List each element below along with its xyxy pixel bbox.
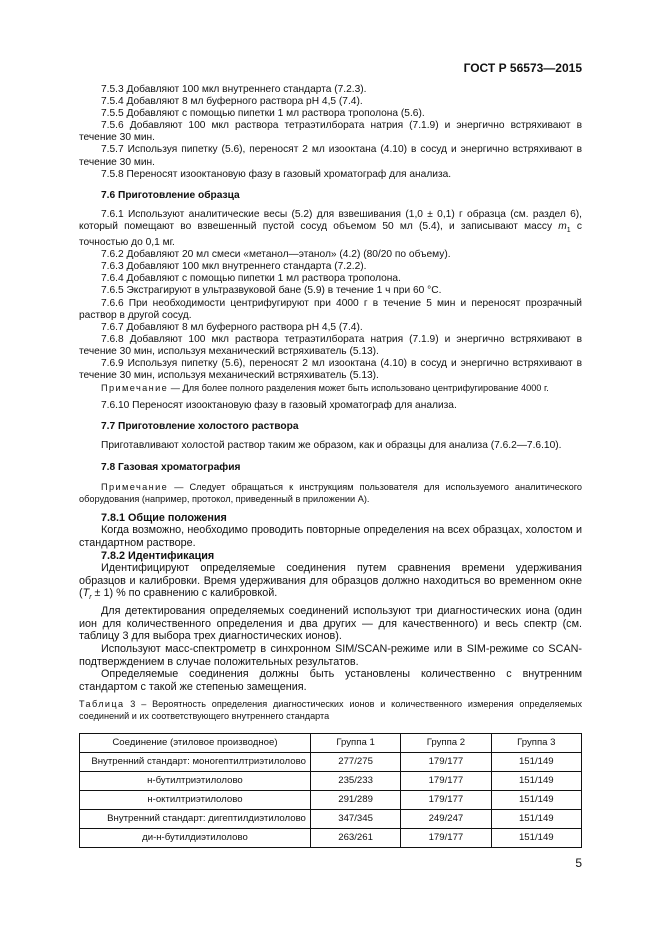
clause-7-6-10: 7.6.10 Переносят изооктановую фазу в газовый хроматограф для анализа.: [101, 400, 457, 412]
table-cell-group-3: 151/149: [491, 791, 581, 810]
clause-7-5-4: 7.5.4 Добавляют 8 мл буферного раствора pH 4,5 (7.4).: [101, 96, 363, 108]
clause-7-6-7: 7.6.7 Добавляют 8 мл буферного раствора pH 4,5 (7.4).: [101, 321, 363, 333]
column-header-group-2: Группа 2: [401, 734, 491, 753]
clause-7-5-7: 7.5.7 Используя пипетку (5.6), переносят 2 мл изооктана (4.10) в сосуд и энергично встряхивают в течение 30 мин.: [79, 144, 582, 168]
column-header-group-3: Группа 3: [491, 734, 581, 753]
paragraph-7-7: Приготавливают холостой раствор таким же образом, как и образцы для анализа (7.6.2—7.6.10).: [101, 440, 562, 452]
page-content: [79, 84, 582, 848]
table-cell-group-2: 179/177: [401, 791, 491, 810]
note-instructions: Примечание — Следует обращаться к инструкциям пользователя для используемого аналитического оборудования (например, протокол, приведенный в приложении А).: [79, 481, 582, 504]
clause-7-5-3: 7.5.3 Добавляют 100 мкл внутреннего стандарта (7.2.3).: [101, 84, 367, 95]
heading-7-8: 7.8 Газовая хроматография: [101, 461, 241, 473]
note-centrifuge: Примечание — Для более полного разделения может быть использовано центрифугирование 4000 г.: [101, 383, 549, 394]
clause-7-5-5: 7.5.5 Добавляют с помощью пипетки 1 мл раствора трополона (5.6).: [101, 108, 425, 120]
clause-7-6-2: 7.6.2 Добавляют 20 мл смеси «метанол—этанол» (4.2) (80/20 по объему).: [101, 249, 451, 261]
table-cell-group-2: 179/177: [401, 772, 491, 791]
clause-7-6-9: 7.6.9 Используя пипетку (5.6), переносят 2 мл изооктана (4.10) в сосуд и энергично встряхивают в течение 30 мин, используя механический встряхиватель (5.13).: [79, 358, 582, 382]
clause-7-6-1: 7.6.1 Используют аналитические весы (5.2) для взвешивания (1,0 ± 0,1) г образца (см. раздел 6), который помещают во взвешенный пустой сосуд объемом 50 мл (5.4), и записывают массу $m_1$ с точностью до 0,1 мг.: [79, 208, 582, 249]
standard-number: ГОСТ Р 56573—2015: [463, 61, 582, 75]
paragraph-7-8-2-ions: Для детектирования определяемых соединений используют три диагностических иона (один ион для количественного определения и два других — для качественного) и весь спектр (см. таблицу 3 для выбора трех диагностических ионов).: [79, 605, 582, 643]
table-cell-group-2: 249/247: [401, 810, 491, 829]
heading-7-7: 7.7 Приготовление холостого раствора: [101, 421, 299, 433]
table-cell-compound: н-бутилтриэтилолово: [80, 772, 311, 791]
section-7-8-1: [79, 512, 582, 693]
clause-7-5-6: 7.5.6 Добавляют 100 мкл раствора тетраэтилбората натрия (7.1.9) и энергично встряхивают в течение 30 мин.: [79, 120, 582, 144]
page-number: 5: [575, 856, 582, 870]
table-cell-group-1: 277/275: [310, 753, 400, 772]
table-cell-group-2: 179/177: [401, 753, 491, 772]
paragraph-7-8-1: Когда возможно, необходимо проводить повторные определения на всех образцах, холостом и стандартном растворе.: [79, 524, 582, 550]
clause-7-5-8: 7.5.8 Переносят изооктановую фазу в газовый хроматограф для анализа.: [101, 168, 452, 180]
clause-7-6-3: 7.6.3 Добавляют 100 мкл внутреннего стандарта (7.2.2).: [101, 261, 367, 273]
clause-7-6-4: 7.6.4 Добавляют с помощью пипетки 1 мл раствора трополона.: [101, 273, 401, 285]
table-cell-group-1: 263/261: [310, 829, 400, 848]
table-cell-group-3: 151/149: [491, 829, 581, 848]
table-cell-compound: Внутренний стандарт: дигептилдиэтилолово: [80, 810, 311, 829]
table-cell-group-2: 179/177: [401, 829, 491, 848]
heading-7-6: 7.6 Приготовление образца: [101, 189, 240, 201]
column-header-compound: Соединение (этиловое производное): [80, 734, 311, 753]
clause-7-6-6: 7.6.6 При необходимости центрифугируют при 4000 г в течение 5 мин и переносят прозрачный раствор в другой сосуд.: [79, 297, 582, 321]
table-row: [80, 791, 582, 810]
table-cell-group-1: 347/345: [310, 810, 400, 829]
paragraph-7-8-2-ms: Используют масс-спектрометр в синхронном SIM/SCAN-режиме или в SIM-режиме со SCAN-подтверждением в случае положительных результатов.: [79, 642, 582, 668]
clause-7-6-8: 7.6.8 Добавляют 100 мкл раствора тетраэтилбората натрия (7.1.9) и энергично встряхивают в течение 30 мин, используя механический встряхиватель (5.13).: [79, 333, 582, 357]
table-cell-group-3: 151/149: [491, 810, 581, 829]
clause-7-6-5: 7.6.5 Экстрагируют в ультразвуковой бане (5.9) в течение 1 ч при 60 °С.: [101, 285, 442, 297]
table-row: [80, 829, 582, 848]
table-3-caption: Таблица 3 – Вероятность определения диагностических ионов и количественного измерения определяемых соединений и их соответствующего внутреннего стандарта: [79, 699, 582, 721]
column-header-group-1: Группа 1: [310, 734, 400, 753]
table-3: [79, 733, 582, 848]
table-cell-group-3: 151/149: [491, 753, 581, 772]
table-row: [80, 753, 582, 772]
table-cell-compound: Внутренний стандарт: моногептилтриэтилолово: [80, 753, 311, 772]
table-row: [80, 772, 582, 791]
heading-7-8-2: 7.8.2 Идентификация: [101, 549, 215, 562]
table-row: [80, 810, 582, 829]
paragraph-7-8-2-retention: Идентифицируют определяемые соединения путем сравнения времени удерживания образцов и калибровки. Время удерживания для образцов должно находиться во временном окне $(T_r \pm 1)$ % по сравнению с калибровкой.: [79, 562, 582, 602]
table-cell-group-1: 291/289: [310, 791, 400, 810]
table-cell-compound: ди-н-бутилдиэтилолово: [80, 829, 311, 848]
table-cell-group-1: 235/233: [310, 772, 400, 791]
paragraph-7-8-2-quant: Определяемые соединения должны быть установлены количественно с внутренним стандартом с такой же степенью замещения.: [79, 668, 582, 693]
table-cell-group-3: 151/149: [491, 772, 581, 791]
heading-7-8-1: 7.8.1 Общие положения: [101, 511, 227, 524]
table-header-row: [80, 734, 582, 753]
table-cell-compound: н-октилтриэтилолово: [80, 791, 311, 810]
